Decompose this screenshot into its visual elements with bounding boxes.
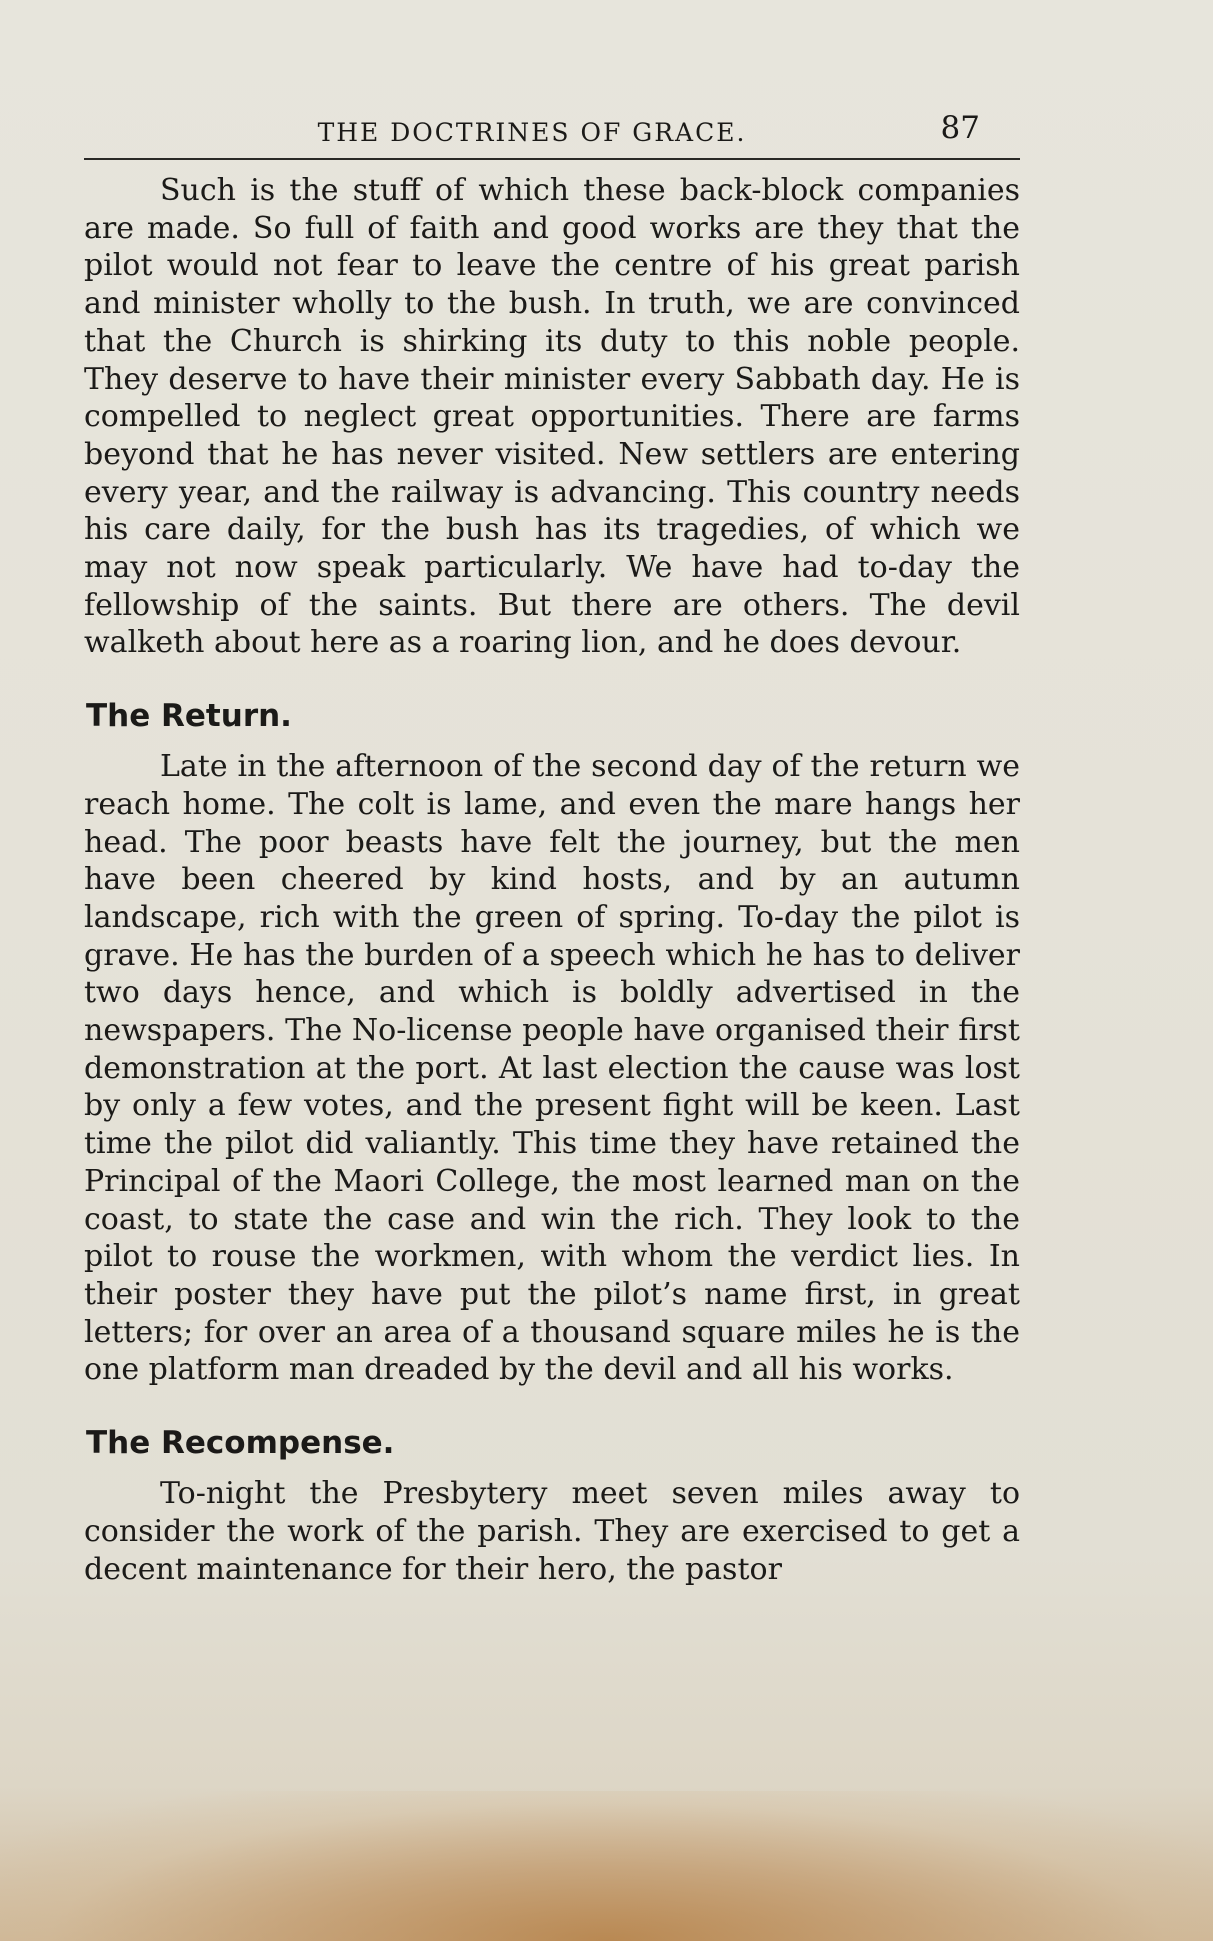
running-header (84, 108, 1020, 160)
book-page (84, 108, 1020, 1588)
paragraph-return: Late in the afternoon of the second day of the return we reach home. The colt is lame, and even the mare hangs her head. The poor beasts have felt the journey, but the men have been cheered by kind hosts, and by an autumn landscape, rich with the green of spring. To-day the pilot is grave. He has the burden of a speech which he has to deliver two days hence, and which is boldly advertised in the newspapers. The No-license people have organised their first demonstration at the port. At last election the cause was lost by only a few votes, and the present fight will be keen. Last time the pilot did valiantly. This time they have retained the Principal of the Maori College, the most learned man on the coast, to state the case and win the rich. They look to the pilot to rouse the workmen, with whom the verdict lies. In their poster they have put the pilot’s name first, in great letters; for over an area of a thousand square miles he is the one platform man dreaded by the devil and all his works. (84, 749, 1020, 1388)
paper-stain (0, 1791, 1213, 1941)
paragraph-recompense: To-night the Presbytery meet seven miles away to consider the work of the parish. They are exercised to get a decent maintenance for their hero, the pastor (84, 1476, 1020, 1587)
paragraph-intro: Such is the stuff of which these back-block companies are made. So full of faith and good works are they that the pilot would not fear to leave the centre of his great parish and minister wholly to the bush. In truth, we are convinced that the Church is shirking its duty to this noble people. They deserve to have their minister every Sabbath day. He is compelled to neglect great opportunities. There are farms beyond that he has never visited. New settlers are entering every year, and the railway is advancing. This country needs his care daily, for the bush has its tragedies, of which we may not now speak particularly. We have had to-day the fellowship of the saints. But there are others. The devil walketh about here as a roaring lion, and he does devour. (84, 173, 1020, 661)
running-title: THE DOCTRINES OF GRACE. (317, 118, 747, 147)
section-heading-return: The Return. (86, 698, 292, 735)
page-number: 87 (940, 110, 980, 146)
section-heading-recompense: The Recompense. (86, 1425, 395, 1462)
